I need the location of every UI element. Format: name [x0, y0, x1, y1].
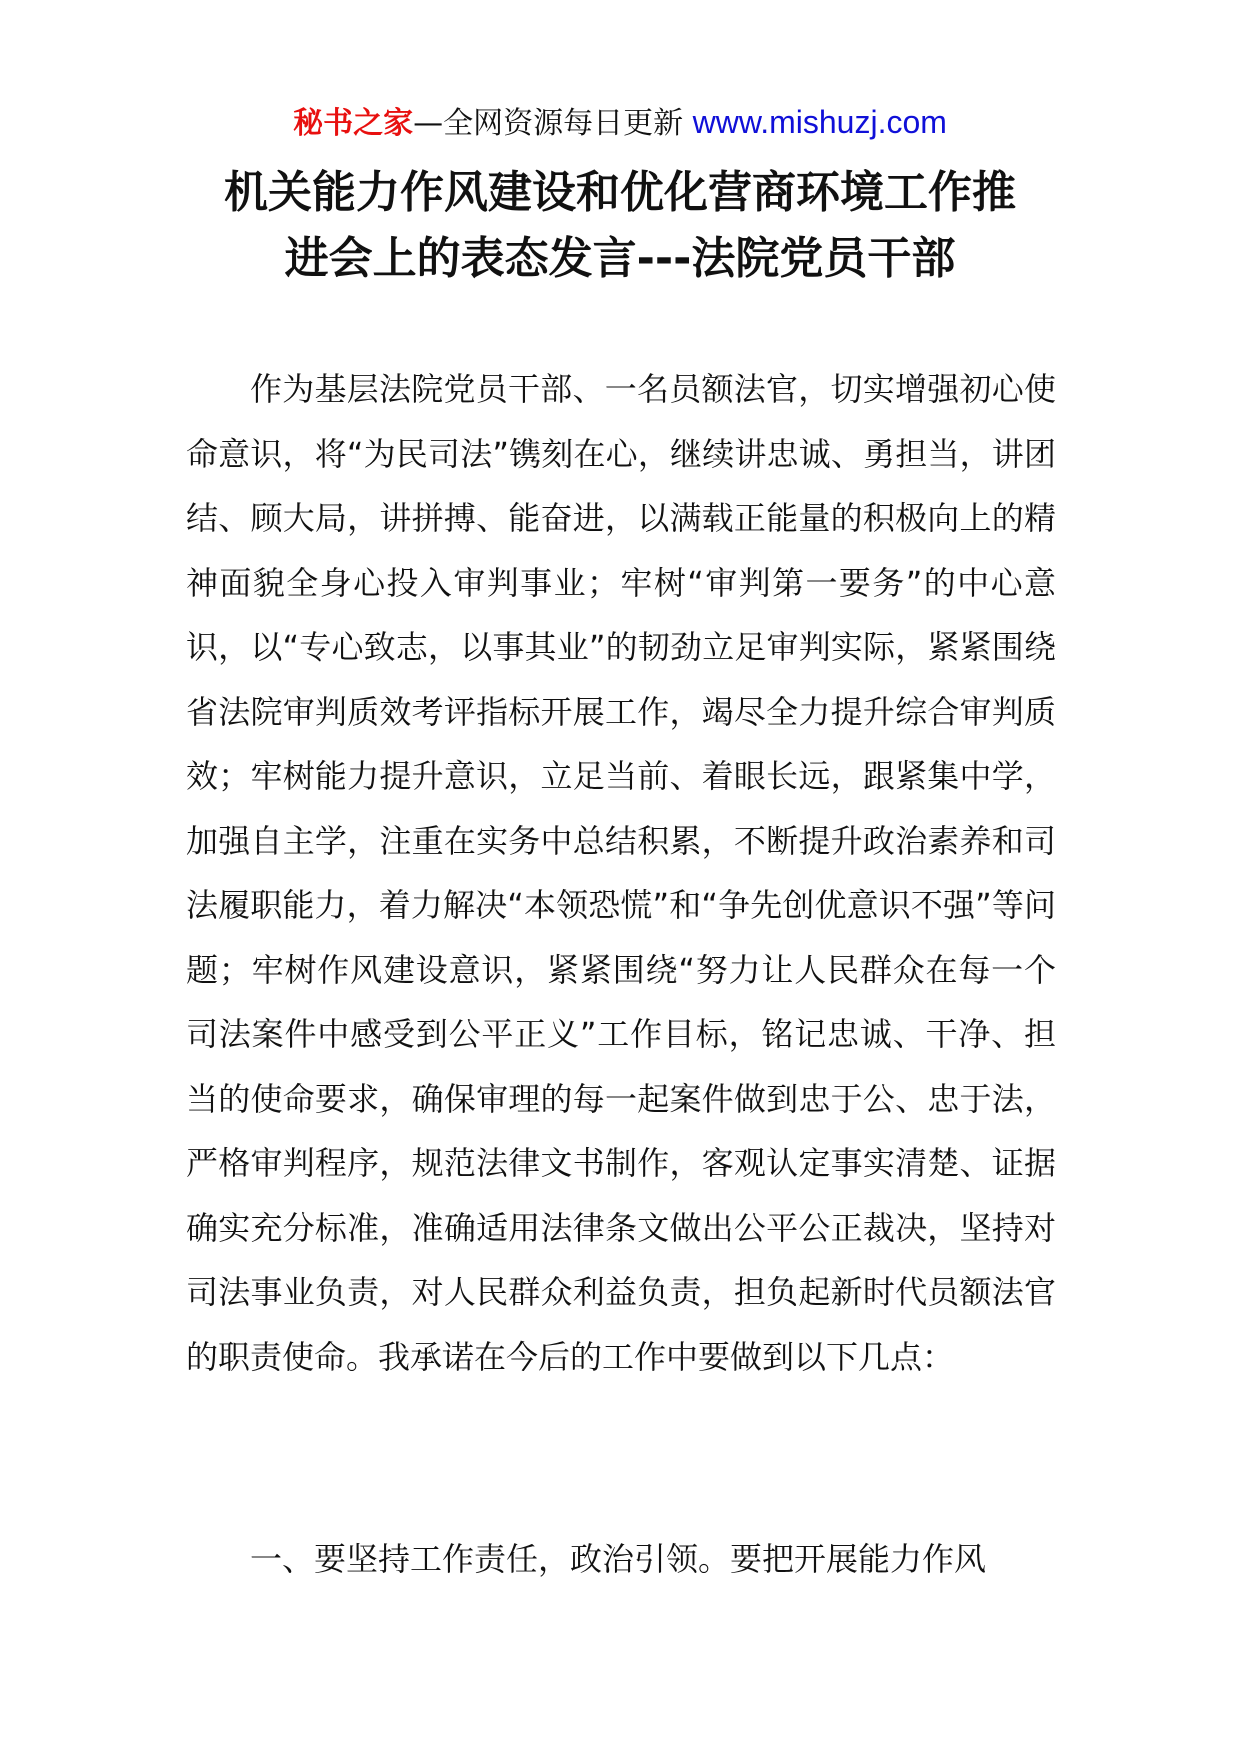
brand-name: 秘书之家: [293, 106, 414, 141]
body-paragraph: 作为基层法院党员干部、一名员额法官，切实增强初心使命意识，将“为民司法”镌刻在心，继续讲忠诚、勇担当，讲团结、顾大局，讲拼搏、能奋进，以满载正能量的积极向上的精神面貌全身心投入审判事业；牢树“审判第一要务”的中心意识，以“专心致志，以事其业”的韧劲立足审判实际，紧紧围绕省法院审判质效考评指标开展工作，竭尽全力提升综合审判质效；牢树能力提升意识，立足当前、着眼长远，跟紧集中学，加强自主学，注重在实务中总结积累，不断提升政治素养和司法履职能力，着力解决“本领恐慌”和“争先创优意识不强”等问题；牢树作风建设意识，紧紧围绕“努力让人民群众在每一个司法案件中感受到公平正义”工作目标，铭记忠诚、干净、担当的使命要求，确保审理的每一起案件做到忠于公、忠于法，严格审判程序，规范法律文书制作，客观认定事实清楚、证据确实充分标准，准确适用法律条文做出公平公正裁决，坚持对司法事业负责，对人民群众利益负责，担负起新时代员额法官的职责使命。我承诺在今后的工作中要做到以下几点：: [186, 370, 1056, 1376]
header-tagline: —全网资源每日更新: [413, 106, 693, 141]
document-title: [180, 160, 1060, 292]
section-heading-text: 一、要坚持工作责任，政治引领。要把开展能力作风: [250, 1540, 987, 1578]
section-heading: [186, 1527, 1066, 1591]
site-url-link[interactable]: www.mishuzj.com: [692, 104, 947, 140]
document-body: [186, 357, 1056, 1389]
title-line-2: 进会上的表态发言---法院党员干部: [284, 233, 956, 284]
site-header: [0, 100, 1240, 146]
title-line-1: 机关能力作风建设和优化营商环境工作推: [224, 167, 1016, 218]
